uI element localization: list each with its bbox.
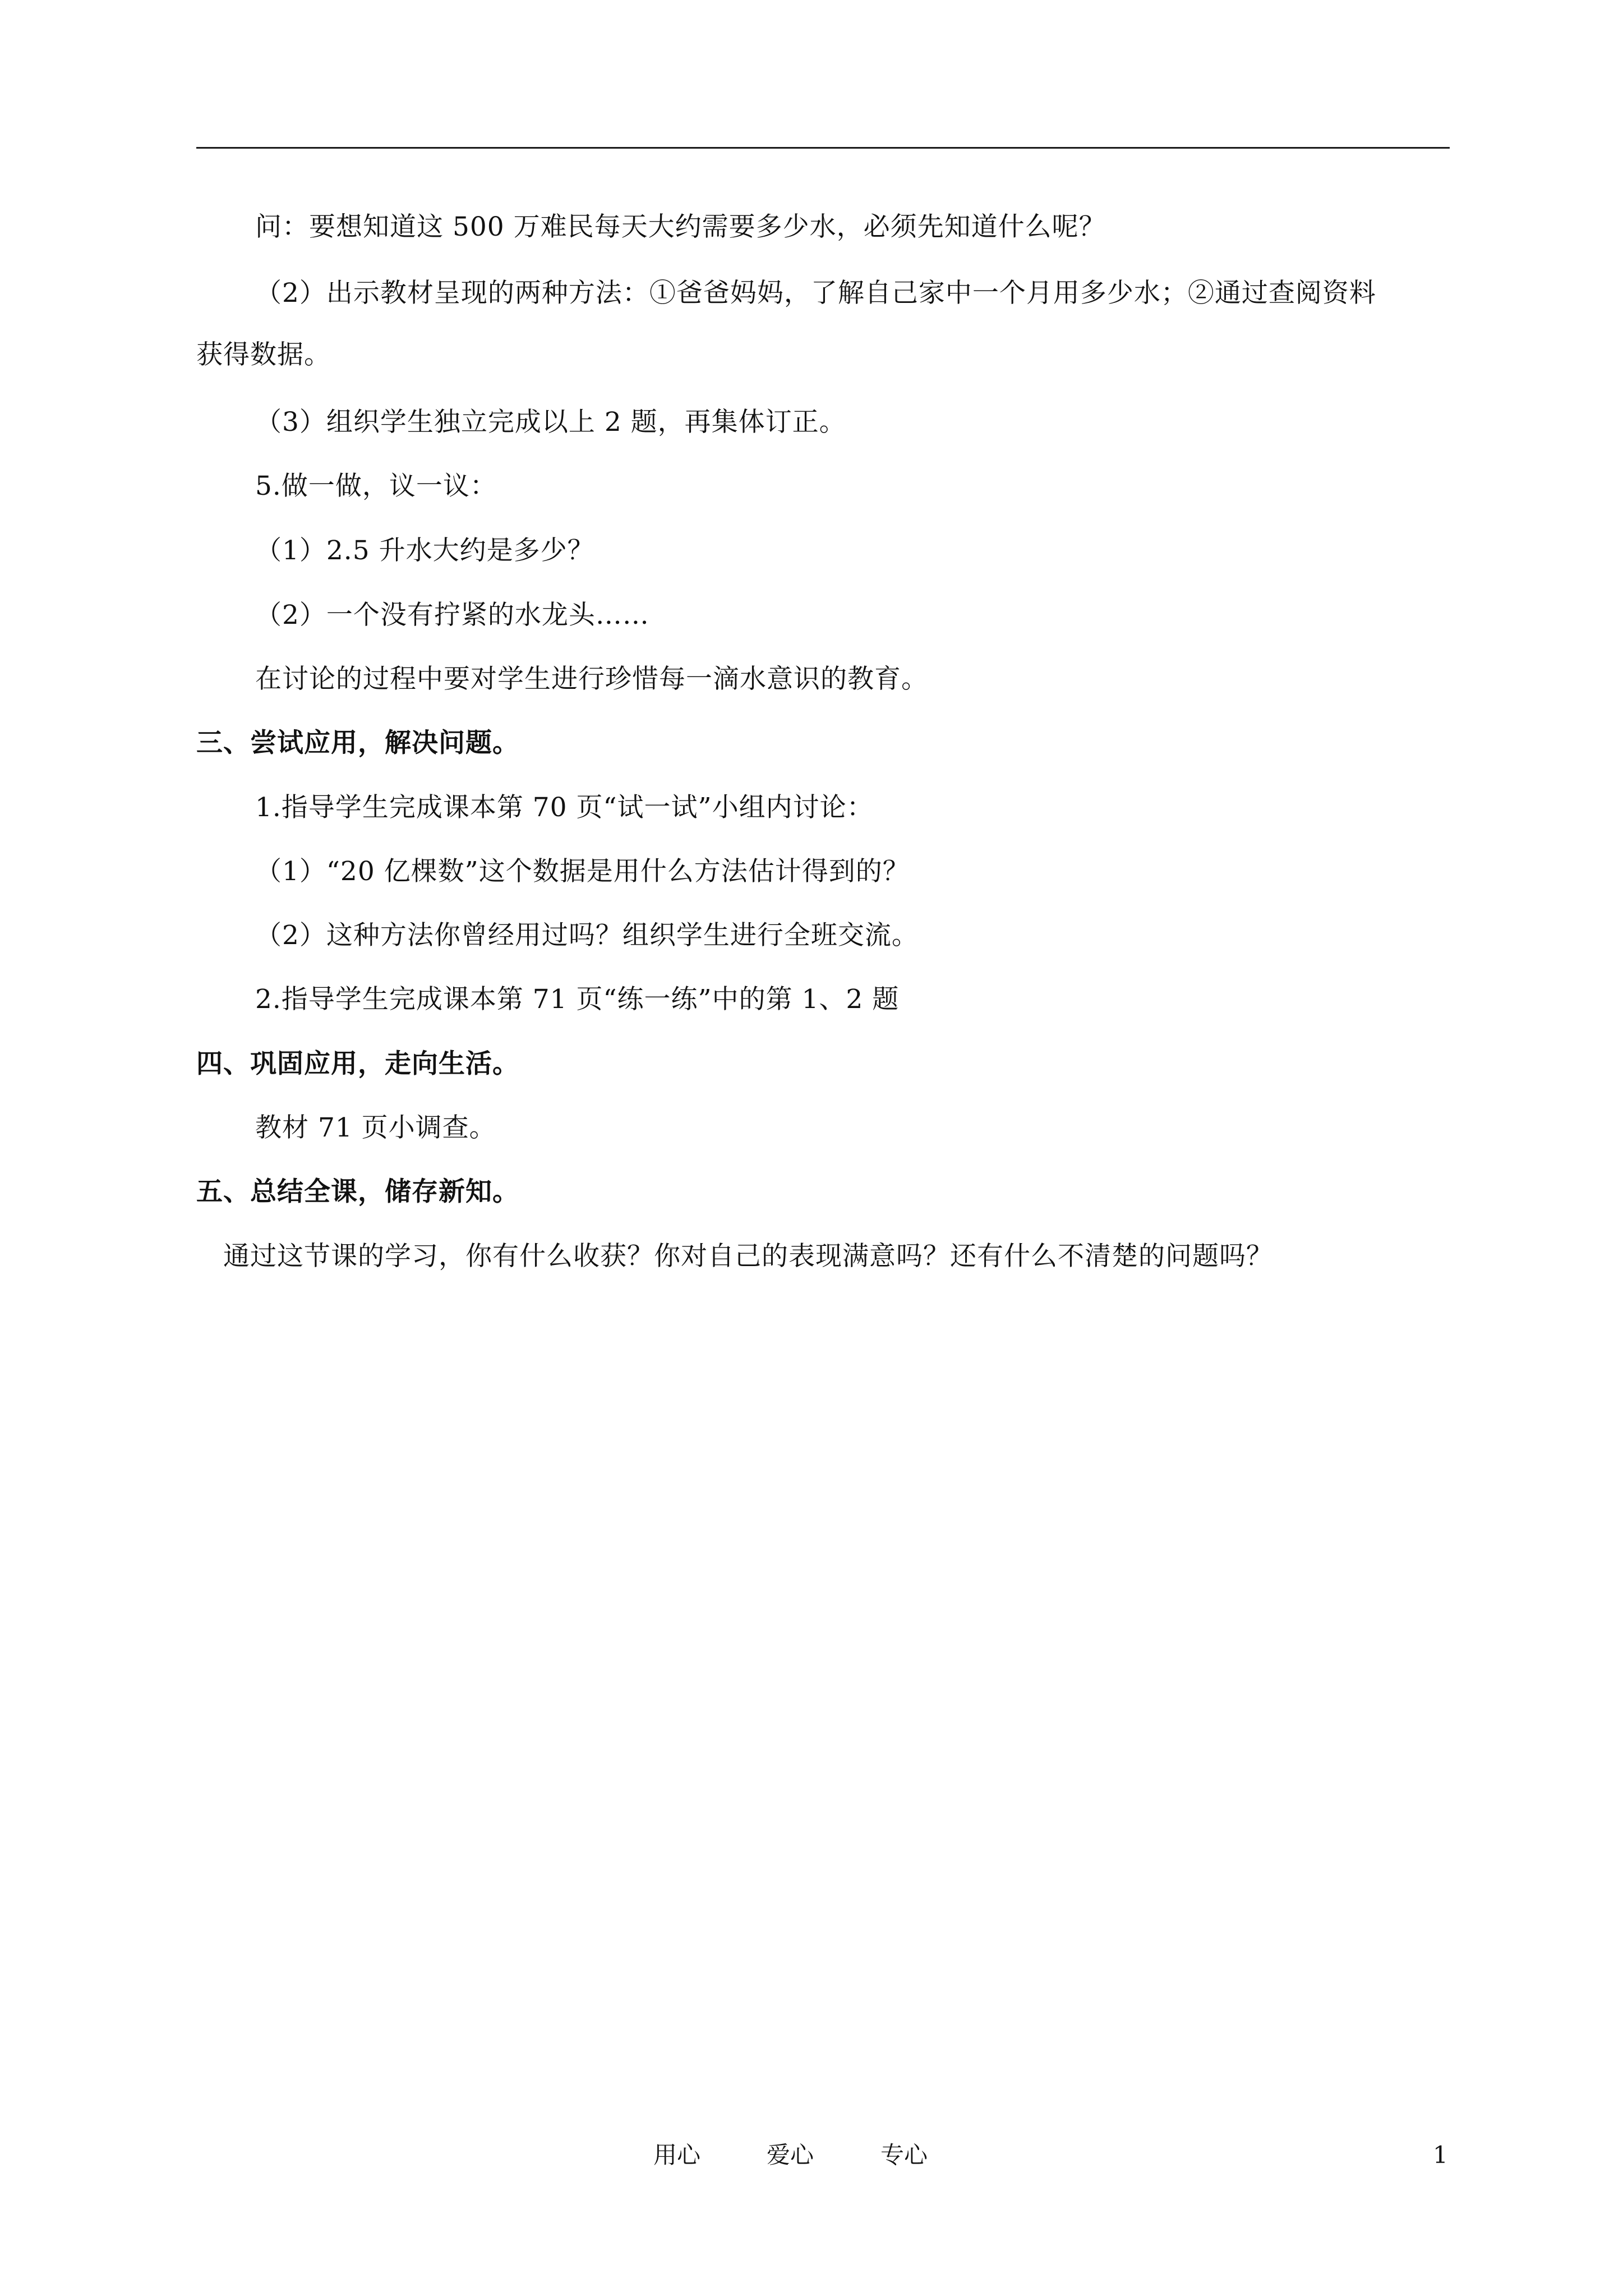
section-heading-5: 五、总结全课，储存新知。	[196, 1176, 519, 1207]
guide-subitem-2: （2）这种方法你曾经用过吗？组织学生进行全班交流。	[255, 920, 919, 951]
section-heading-3: 三、尝试应用，解决问题。	[196, 728, 519, 758]
activity-heading: 5.做一做，议一议：	[255, 471, 497, 501]
summary-text: 通过这节课的学习，你有什么收获？你对自己的表现满意吗？还有什么不清楚的问题吗？	[223, 1241, 1273, 1272]
activity-item-1: （1）2.5 升水大约是多少？	[255, 535, 594, 566]
guide-item-2: 2.指导学生完成课本第 71 页“练一练”中的第 1、2 题	[255, 984, 900, 1015]
discussion-text: 在讨论的过程中要对学生进行珍惜每一滴水意识的教育。	[255, 664, 928, 694]
methods-item: （2）出示教材呈现的两种方法：①爸爸妈妈，了解自己家中一个月用多少水；②通过查阅资料	[255, 278, 1376, 309]
guide-subitem-1: （1）“20 亿棵数”这个数据是用什么方法估计得到的？	[255, 856, 910, 887]
organize-item: （3）组织学生独立完成以上 2 题，再集体订正。	[255, 407, 846, 438]
footer-motto-2: 爱心	[767, 2141, 814, 2169]
page-number: 1	[1433, 2141, 1448, 2169]
activity-item-2: （2）一个没有拧紧的水龙头……	[255, 600, 649, 631]
footer-motto-3: 专心	[880, 2141, 928, 2169]
guide-item-1: 1.指导学生完成课本第 70 页“试一试”小组内讨论：	[255, 792, 874, 823]
section-heading-4: 四、巩固应用，走向生活。	[196, 1048, 519, 1079]
header-rule	[196, 147, 1450, 149]
footer-motto-1: 用心	[653, 2141, 701, 2169]
survey-text: 教材 71 页小调查。	[255, 1112, 496, 1143]
methods-item-continuation: 获得数据。	[196, 339, 331, 370]
question-text: 问：要想知道这 500 万难民每天大约需要多少水，必须先知道什么呢？	[255, 211, 1106, 242]
